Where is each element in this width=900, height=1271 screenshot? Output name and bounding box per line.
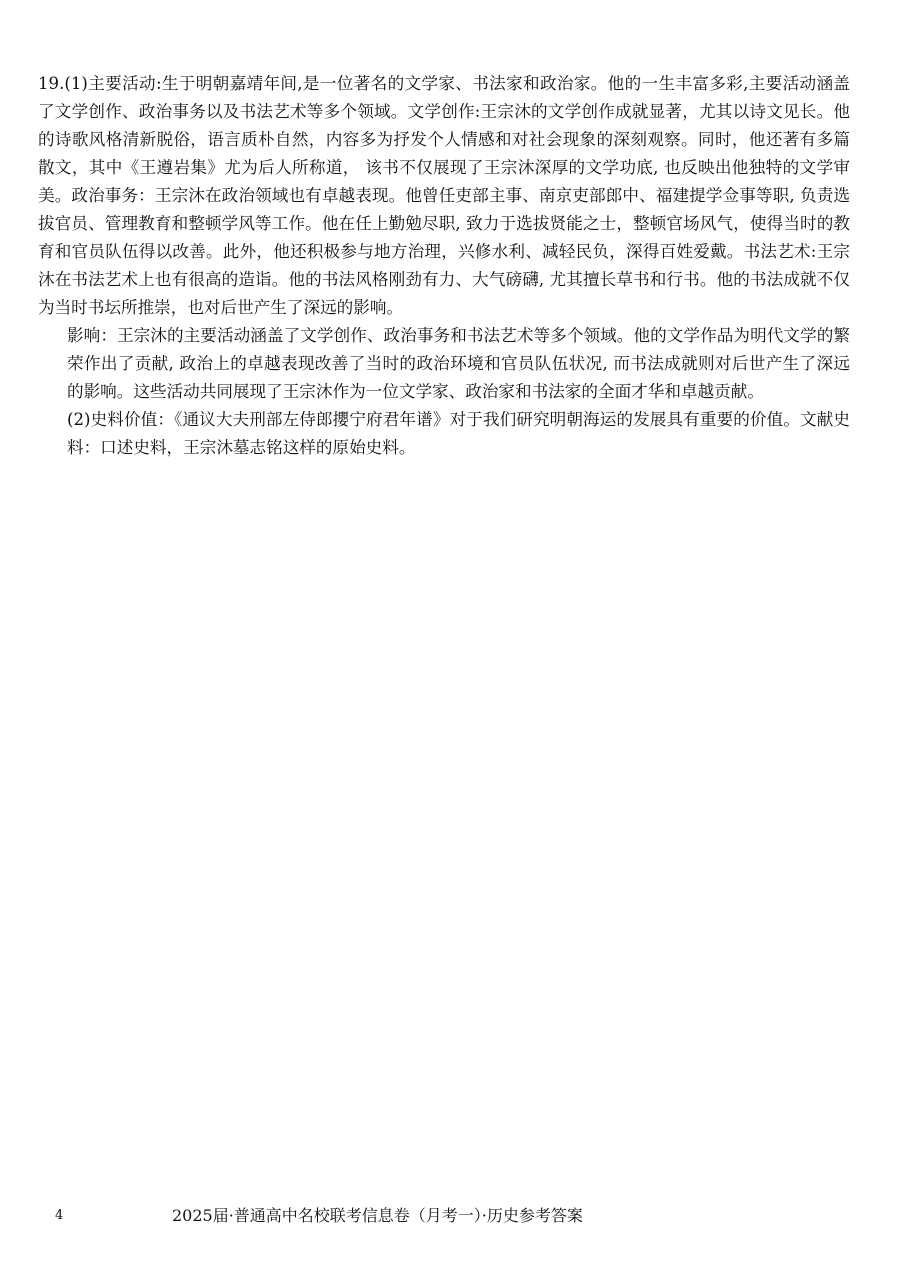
page-footer bbox=[0, 1201, 900, 1231]
page-number: 4 bbox=[55, 1208, 64, 1223]
answer-paragraph-influence: 影响：王宗沐的主要活动涵盖了文学创作、政治事务和书法艺术等多个领域。他的文学作品为明代文学的繁荣作出了贡献, 政治上的卓越表现改善了当时的政治环境和官员队伍状况, 而书法成就则对后世产生了深远的影响。这些活动共同展现了王宗沐作为一位文学家、政治家和书法家的全面才华和卓越贡献。 bbox=[67, 326, 850, 401]
answer-paragraph-source-value: (2)史料价值：《通议大夫刑部左侍郎攖宁府君年谱》对于我们研究明朝海运的发展具有重要的价值。文献史料：口述史料，王宗沐墓志铭这样的原始史料。 bbox=[67, 410, 850, 457]
answer-paragraph-activities: 19.(1)主要活动:生于明朝嘉靖年间,是一位著名的文学家、书法家和政治家。他的一生丰富多彩,主要活动涵盖了文学创作、政治事务以及书法艺术等多个领域。文学创作:王宗沐的文学创作成就显著，尤其以诗文见长。他的诗歌风格清新脱俗，语言质朴自然，内容多为抒发个人情感和对社会现象的深刻观察。同时，他还著有多篇散文，其中《王遵岩集》尤为后人所称道， 该书不仅展现了王宗沐深厚的文学功底, 也反映出他独特的文学审美。政治事务：王宗沐在政治领域也有卓越表现。他曾任吏部主事、南京吏部郎中、福建提学佥事等职, 负责选拔官员、管理教育和整顿学风等工作。他在任上勤勉尽职, 致力于选拔贤能之士，整顿官场风气，使得当时的教育和官员队伍得以改善。此外，他还积极参与地方治理，兴修水利、减轻民负，深得百姓爱戴。书法艺术:王宗沐在书法艺术上也有很高的造诣。他的书法风格刚劲有力、大气磅礴, 尤其擅长草书和行书。他的书法成就不仅为当时书坛所推崇，也对后世产生了深远的影响。 bbox=[38, 74, 850, 317]
answer-content bbox=[38, 70, 850, 462]
footer-title: 2025届·普通高中名校联考信息卷（月考一）·历史参考答案 bbox=[172, 1206, 583, 1225]
